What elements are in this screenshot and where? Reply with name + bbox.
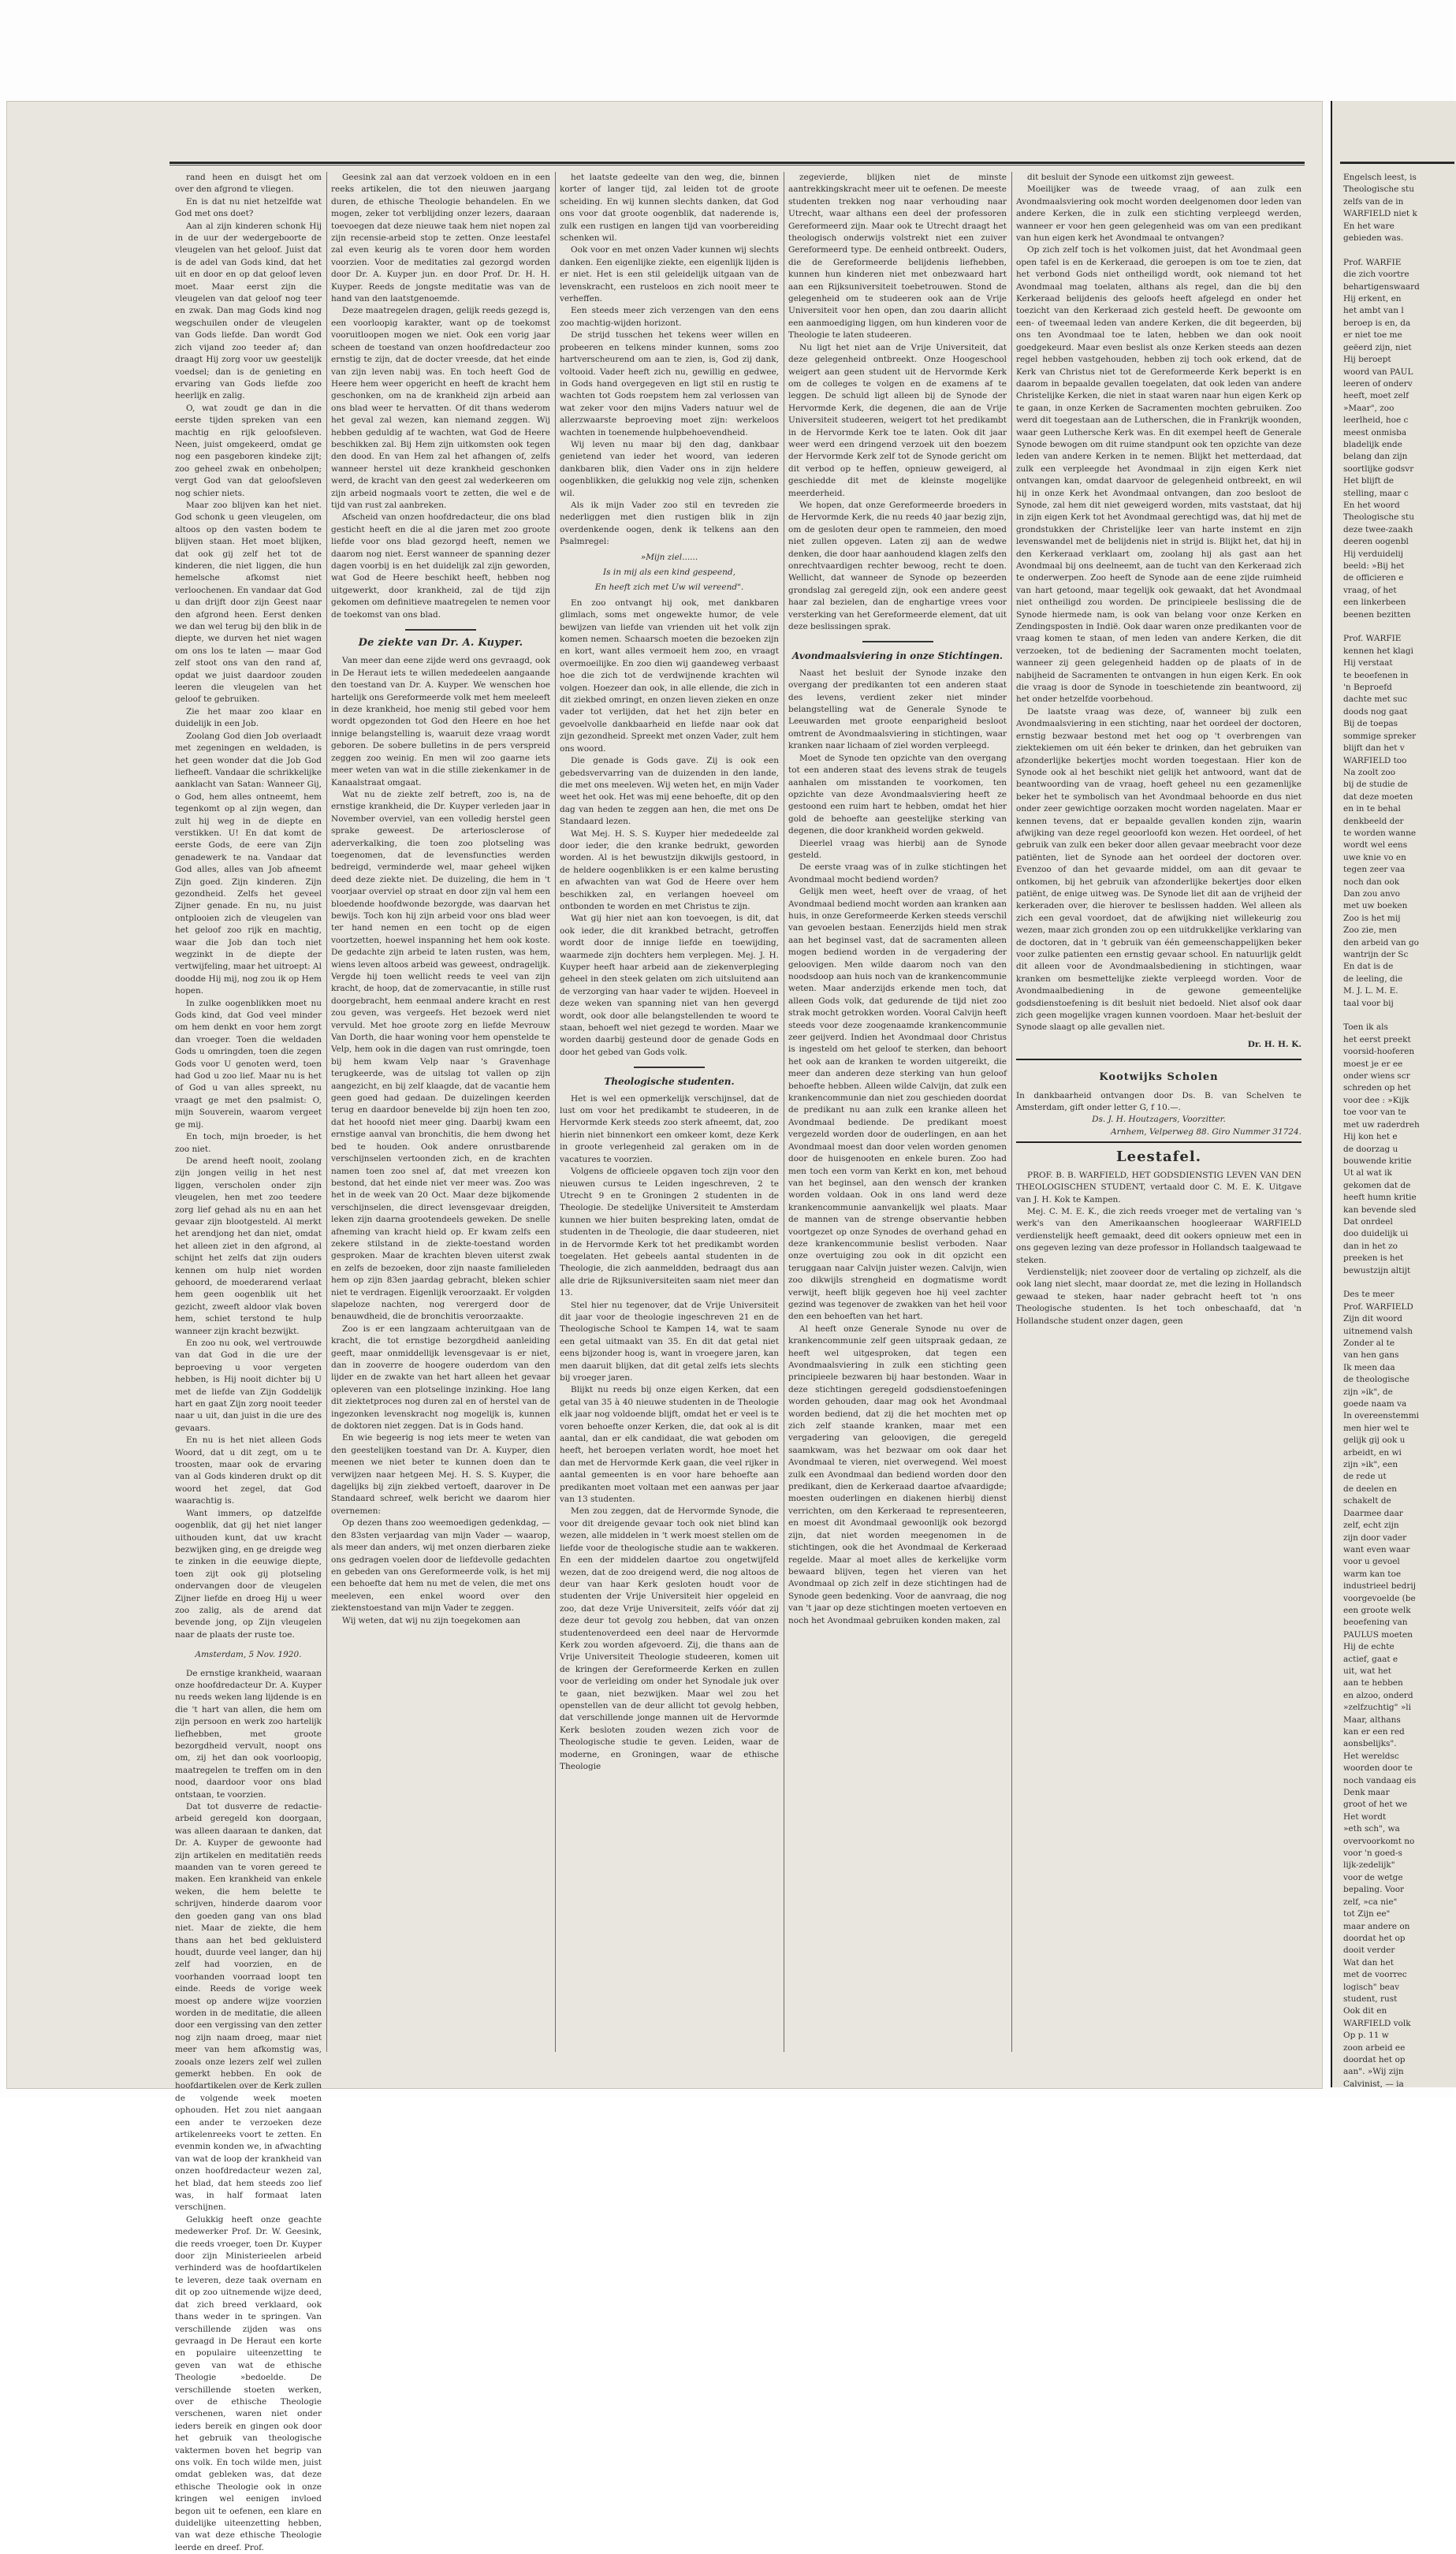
- strip-line: maar andere on: [1343, 1921, 1410, 1931]
- paragraph: Is in mij als een kind gespeend,: [603, 568, 735, 577]
- strip-line: den arbeid van go: [1343, 937, 1420, 948]
- strip-line: stelling, maar c: [1343, 488, 1409, 498]
- strip-line: en in te behal: [1343, 804, 1401, 814]
- strip-line: te worden wanne: [1343, 828, 1417, 838]
- strip-line: taal voor bij: [1343, 998, 1394, 1008]
- strip-line: woord van PAUL: [1343, 367, 1413, 377]
- strip-line: 'n Beproefd: [1343, 683, 1392, 693]
- strip-line: aan". »Wij zijn: [1343, 2067, 1404, 2077]
- paragraph: Het is wel een opmerkelijk verschijnsel, dat de lust om voor het predikambt te studeeren, in de Hervormde Kerk steeds zoo sterk afneemt, dat, zoo hierin niet binnenkort een omkeer komt, deze Kerk in groote verlegenheid zal geraken om in de vacatures te voorzien.: [560, 1093, 779, 1164]
- strip-line: de doorzag u: [1343, 1144, 1398, 1154]
- strip-line: gelijk gij ook u: [1343, 1435, 1406, 1446]
- notice-address: Arnhem, Velperweg 88. Giro Nummer 31724.: [1110, 1126, 1301, 1137]
- strip-line: Zoo zie, men: [1343, 925, 1397, 936]
- strip-line: zijn »ik", de: [1343, 1387, 1393, 1397]
- paragraph: dit besluit der Synode een uitkomst zijn geweest.: [1027, 173, 1234, 182]
- strip-line: voor de wetge: [1343, 1872, 1403, 1882]
- strip-line: kennen het klagi: [1343, 646, 1414, 656]
- paragraph: Volgens de officieele opgaven toch zijn voor den nieuwen cursus te Leiden ingeschreven, 2 te Utrecht 9 en te Groningen 2 studenten in de Theologie. De stedelijke Universiteit te Amsterdam kunnen we hier buiten bespreking laten, omdat de studenten in de Theologie, die daar studeeren, niet in de Hervormde Kerk tot het predikambt worden toegelaten. Het gebeels aantal studenten in de Theologie, die zich aanmeldden, bedraagt dus aan alle drie de Rijksuniversiteiten saam niet meer dan 13.: [560, 1167, 779, 1298]
- paragraph: De laatste vraag was deze, of, wanneer bij zulk een Avondmaalsviering in een stichting, naar het oordeel der doctoren, ernstig bezwaar bestond met het oog op 't overbrengen van ziektekiemen om uit één beker te drinken, dan het gebruiken van afzonderlijke bekertjes mocht worden toegestaan. Hier kon de Synode ook al het beschikt niet gelijk het antwoord, want dat de beantwoording van de vraag, hoeft geheel nu een gezamenlijke beker het te symbolisch van het Avondmaal behoorde en dus niet onder zeer gewichtige oorzaken mocht worden nagelaten. Maar er kennen tevens, dat er bepaalde gevallen konden zijn, waarin afwijking van deze regel geoorloofd kon wezen. Het oordeel, of het gebruik van zulk een beker door allen gevaar meebracht voor deze patiënten, liet de Synode aan het oordeel der doctoren over. Evenzoo of dan het gevaarde middel, om aan dit gevaar te ontkomen, bij het gebruik van afzonderlijke bekertjes door elken patiënt, de enige uitweg was. De Synode liet dit aan de vrijheid der kerkeraden over, die hierover te beslissen hadden. Wel alleen als zich een geval voordoet, dat de afwijking niet willekeurig zou wezen, maar zich gronden zou op een uitdrukkelijke verklaring van de doctoren, dat in 't gebruik van één gemeenschappelijken beker voor zulke patienten een ernstig gevaar school. En natuurlijk geldt dit alleen voor de Avondmaalsbediening in stichtingen, waar kranken om besmettelijke ziekte verpleegd worden. Voor de Avondmaalbediening in de gewone gemeentelijke godsdienstoefening is dit besluit niet bedoeld. Niet alsof ook daar zich geen mogelijke vragen kunnen voordoen. Maar het-besluit der Synode slaagt op alle gevallen niet.: [1016, 706, 1301, 1033]
- strip-line: uitnemend valsh: [1343, 1326, 1413, 1336]
- paragraph: Op zich zelf toch is het volkomen juist, dat het Avondmaal geen open tafel is en de Kerkeraad, die geroepen is om toe te zien, dat het verbond Gods niet ontheiligd wordt, ook niemand tot het Avondmaal mag toelaten, althans als regel, dan die bij den Kerkeraad belijdenis des geloofs heeft afgelegd en onder het toezicht van den Kerkeraad zich gesteld heeft. De gewoonte om een- of tweemaal leden van andere Kerken, die dit begeerden, bij ons ten Avondmaal toe te laten, hebben we dan ook nooit goedgekeurd. Maar even beslist als onze Kerken steeds aan dezen regel hebben vastgehouden, hebben zij toch ook erkend, dat de Kerk van Christus niet tot de Gereformeerde Kerk beperkt is en daarom in bepaalde gevallen toegelaten, dat ook leden van andere Christelijke Kerken, die niet in staat waren naar hun eigen Kerk op te gaan, in onze Kerken de Sacramenten mochten gebruiken. Zoo werd dit toegestaan aan de Lutherschen, die in Frankrijk woonden, waar geen Luthersche Kerk was. En dit exempel heeft de Generale Synode bewogen om dit ruime standpunt ook ten opzichte van deze leden van andere Kerken in te nemen. Blijkt het metterdaad, dat zulk een verpleegde het Avondmaal in zijn eigen Kerk niet ontvangen kan, omdat daarvoor de gelegenheid ontbreekt, en wil hij in onze Kerk het Avondmaal ontvangen, dan zoo besloot de Synode, zal hem dit niet geweigerd worden, mits vaststaat, dat hij in zijn eigen Kerk tot het Avondmaal gerechtigd was, dat hij met de grondstukken der Christelijke leer van harte instemt en zijn levenswandel met de belijdenis niet in strijd is. Blijkt het, dat hij in den Kerkeraad verklaart om, zoolang hij als gast aan het Avondmaal bij ons deelneemt, aan de tucht van den Kerkeraad zich te onderwerpen. Zoo heeft de Synode aan de eene zijde ruimheid van hart getoond, maar tegelijk ook gewaakt, dat het Avondmaal niet ontheiligd zou worden. De principieele beslissing die de Synode hiermede nam, is ook van belang voor onze Kerken en Zendingsposten in Indië. Ook daar waren onze predikanten voor de vraag komen te staan, of men leden van andere Kerken, die dit verzoeken, tot de bediening der Sacramenten mocht toelaten, wanneer zij geen gelegenheid hadden op de plaats of in de nabijheid de Sacramenten te ontvangen in hun eigen Kerk. En ook die vraag is door de Synode in toeschietende zin beantwoord, zij het onder hetzelfde voorbehoud.: [1016, 245, 1301, 705]
- strip-line: de leeling, die: [1343, 974, 1403, 984]
- strip-line: bewustzijn altijt: [1343, 1265, 1411, 1275]
- strip-line: Calvinist, — ia: [1343, 2079, 1404, 2089]
- strip-line: preeken is het: [1343, 1253, 1404, 1264]
- strip-line: moest je er ee: [1343, 1059, 1403, 1069]
- strip-line: [1343, 1277, 1454, 1289]
- strip-line: heeft, moet zelf: [1343, 391, 1409, 401]
- strip-line: industrieel bedrij: [1343, 1581, 1417, 1592]
- strip-line: heeft humn kritie: [1343, 1193, 1417, 1203]
- strip-line: voor u gevoel: [1343, 1557, 1400, 1567]
- strip-line: wordt wel eens: [1343, 840, 1408, 851]
- paragraph: Naast het besluit der Synode inzake den overgang der predikanten tot een anderen staat des levens, verdient zeker niet minder belangstelling wat de Generale Synode te Leeuwarden met groote eenparigheid besloot omtrent de Avondmaalsviering in stichtingen, waar kranken naar lichaam of ziel worden verpleegd.: [788, 668, 1007, 751]
- strip-line: Wat dan het: [1343, 1957, 1394, 1968]
- paragraph: »Mijn ziel......: [640, 552, 698, 562]
- column-4-paragraphs-2: [788, 668, 1007, 1627]
- signature: Dr. H. H. K.: [1247, 1039, 1301, 1049]
- paragraph: We hopen, dat onze Gereformeerde broeders in de Hervormde Kerk, die nu reeds 40 jaar bezig zijn, om de gesloten deur open te rammeien, den moed niet zullen opgeven. Laten zij aan de wedwe denken, die door haar aanhoudend klagen zelfs den onrechtvaardigen rechter bewoog, recht te doen. Wellicht, dat wanneer de Synode op bezeerden grondslag zal geregeld zijn, ook een andere geest haar zal bezielen, dan de enghartige vrees voor versterking van het Gereformeerde element, dat uit deze beslissingen sprak.: [788, 500, 1007, 632]
- strip-line: Theologische stu: [1343, 512, 1415, 523]
- strip-line: de deelen en: [1343, 1484, 1398, 1494]
- strip-line: zijn »ik", een: [1343, 1460, 1398, 1470]
- paragraph: Een steeds meer zich verzengen van den eens zoo machtig-wijden horizont.: [560, 306, 779, 328]
- strip-line: te beoefenen in: [1343, 670, 1409, 680]
- strip-line: de rede ut: [1343, 1472, 1387, 1482]
- strip-line: vraag, of het: [1343, 585, 1397, 595]
- strip-line: doo duidelijk ui: [1343, 1229, 1409, 1239]
- strip-line: men hier wel te: [1343, 1423, 1409, 1433]
- strip-line: Na zoolt zoo: [1343, 767, 1396, 777]
- paragraph: En zoo nu ook, wel vertrouwde van dat God in die ure der beproeving u voor vergeten hebben, is Hij nooit dichter bij U met de liefde van Zijn Goddelijk hart en gaat Zijn zorg nooit teeder naar u uit, dan juist in die ure des gevaars.: [175, 1338, 322, 1433]
- column-2-paragraphs: [331, 172, 550, 621]
- strip-line: leerlheid, hoe c: [1343, 415, 1409, 426]
- strip-line: een linkerbeen: [1343, 598, 1406, 608]
- strip-line: beroep is en, da: [1343, 318, 1411, 328]
- dateline: Amsterdam, 5 Nov. 1920.: [195, 1650, 302, 1660]
- strip-line: [1343, 621, 1454, 633]
- strip-line: »zelfzuchtig" »li: [1343, 1703, 1411, 1713]
- strip-line: Hij verduidelij: [1343, 549, 1404, 559]
- strip-line: het ambt van l: [1343, 306, 1404, 316]
- paragraph: Op dezen thans zoo weemoedigen gedenkdag, — den 83sten verjaardag van mijn Vader — waarop, als meer dan anders, wij met onzen dierbaren zieke ons gedragen voelen door de liefdevolle gedachten en gebeden van ons Gereformeerde volk, is het mij een behoefte dat hem nu met de velen, die met ons meeleven, een enkel woord over den ziektenstoestand van mijn Vader te zeggen.: [331, 1518, 550, 1614]
- strip-line: [1343, 244, 1454, 256]
- strip-line: Zijn dit woord: [1343, 1314, 1403, 1324]
- column-3: [560, 172, 779, 2064]
- paragraph: Geesink zal aan dat verzoek voldoen en in een reeks artikelen, die tot den nieuwen jaargang duren, de ethische Theologie behandelen. En we mogen, zeker tot verblijding onzer lezers, daaraan toevoegen dat deze nieuwe taak hem niet nopen zal zijn recensie-arbeid stop te zetten. Onze leestafel zal even keurig als te voren door hem worden voorzien. Voor de meditaties zal gezorgd worden door Dr. A. Kuyper jun. en door Prof. Dr. H. H. Kuyper. Reeds de jongste meditatie was van de hand van den laatstgenoemde.: [331, 173, 550, 304]
- strip-line: Hij erkent, en: [1343, 294, 1402, 304]
- paragraph: Zoolang God dien Job overlaadt met zegeningen en weldaden, is het geen wonder dat die Job God liefheeft. Vandaar die schrikkelijke aanklacht van Satan: Wanneer Gij, o God, hem alles ontneemt, hem tegenkomt op al zijn wegen, dan zult hij weg in de diepte en verstikken. U! En dat komt de eerste Gods, de eere van Zijn genadewerk te na. Vandaar dat God alles, alles van Job afneemt Zijn goed. Zijn kinderen. Zijn gezondheid. Zelfs het geveel Zijner genade. En nu, nu juist ontplooien zich de vleugelen van het geloof zoo rijk en machtig, waar die Job dan toch niet wegzinkt in de diepte der vertwijfeling, maar het uitroept: Al doodde Hij mij, nog zou ik op Hem hopen.: [175, 731, 322, 996]
- notice-box: [1016, 1059, 1301, 1143]
- paragraph: Gelijk men weet, heeft over de vraag, of het Avondmaal bediend mocht worden aan kranken aan huis, in onze Gereformeerde Kerken steeds verschil van gevoelen bestaan. Eenerzijds hield men strak aan het beginsel vast, dat de sacramenten alleen mogen bediend worden in de vergadering der geloovigen. Men wilde daarom noch van den noodsdoop aan huis noch van de krankencommunie weten. Maar anderzijds erkende men toch, dat alleen Gods volk, dat gedurende de tijd niet zoo strak mocht getrokken worden. Vooral Calvijn heeft steeds voor deze zoogenaamde krankencommunie zeer geijverd. Indien het Avondmaal door Christus is ingesteld om het geloof te sterken, dan behoort het ook aan de kranken te worden uitgereikt, die meer dan anderen deze sterking van hun geloof behoefte hebben. Alleen wilde Calvijn, dat zulk een krankencommunie dan niet zou geschieden doordat de predikant nu aan zulk een kranke alleen het Avondmaal bediende. De predikant moest vergezeld worden door de ouderlingen, en aan het Avondmaal moest dan door velen worden genomen door de huisgenooten en enkele buren. Zoo had men toch een vorm van Kerkt en kon, met behoud van het beginsel, aan den wensch der kranken worden voldaan. Ook in ons land werd deze krankencommunie aanvankelijk wel plaats. Maar de mannen van de strenge observantie hebben voortgezet op onze Synodes de overhand gehad en deze krankencommunie beslist verboden. Naar onze overtuiging zou ook in dit opzicht een teruggaan naar Calvijn juister wezen. Calvijn, wien zoo dikwijls strengheid en dogmatisme wordt verwijt, heeft blijk gegeven hoe hij veel zachter gezind was tegenover de zwakken van het heil voor den een behoeften van het hart.: [788, 887, 1007, 1322]
- strip-line: die zich voortre: [1343, 270, 1409, 280]
- paragraph: Gelukkig heeft onze geachte medewerker Prof. Dr. W. Geesink, die reeds vroeger, toen Dr. Kuyper door zijn Ministerieelen arbeid verhinderd was de hoofdartikelen te leveren, deze taak overnam en dit op zoo uitnemende wijze deed, dat zich breed verklaard, ook thans weder in te springen. Van verschillende zijden was ons gevraagd in De Heraut een korte en populaire uiteenzetting te geven van wat de ethische Theologie »bedoelde. De verschillende stoeten werken, over de ethische Theologie verschenen, waren niet onder ieders bereik en gingen ook door het gebruik van theologische vaktermen boven het begrip van ons volk. En toch wilde men, juist omdat gebleken was, dat deze ethische Theologie ook in onze kringen wel eenigen invloed begon uit te oefenen, een klare en duidelijke uiteenzetting hebben, van wat deze ethische Theologie leerde en dreef. Prof.: [175, 2214, 322, 2552]
- strip-line: voorgevoelde (be: [1343, 1593, 1416, 1603]
- strip-line: Hij de echte: [1343, 1642, 1395, 1652]
- paragraph: En heeft zich met Uw wil vereend".: [594, 583, 744, 593]
- paragraph: Mej. C. M. E. K., die zich reeds vroeger met de vertaling van 's werk's van den Amerikaanschen hoogleeraar WARFIELD verdienstelijk heeft gemaakt, deed dit ookers opnieuw met een in ons gegeven lezing van deze professor in Hollandsch taalgewaad te steken.: [1016, 1206, 1301, 1265]
- strip-line: Dat onrdeel: [1343, 1216, 1393, 1227]
- psalm-verse: [560, 552, 779, 594]
- paragraph: Moeilijker was de tweede vraag, of aan zulk een Avondmaalsviering ook mocht worden deelgenomen door leden van andere Kerken, die in zulk een stichting verpleegd werden, wanneer er voor hen geen gelegenheid was om van een predikant van hun eigen kerk het Avondmaal te ontvangen?: [1016, 184, 1301, 244]
- paragraph: De arend heeft nooit, zoolang zijn jongen veilig in het nest liggen, verscholen onder zijn vleugelen, hen met zoo teedere zorg lief gehad als nu en aan het gevaar zijn blootgesteld. Al merkt het arendjong het dan niet, omdat het alleen ziet in den afgrond, al schijnt het zelfs dat zijn ouders kennen om hulp niet worden gehoord, de moederarend verlaat hem geen oogenblik uit het gezicht, zweeft aldoor vlak boven hem, schiet terstond te hulp wanneer zijn kracht bezwijkt.: [175, 1156, 322, 1336]
- strip-line: dachte met suc: [1343, 694, 1408, 705]
- paragraph: Dieerlel vraag was hierbij aan de Synode gesteld.: [788, 838, 1007, 860]
- strip-line: gekomen dat de: [1343, 1180, 1411, 1190]
- strip-line: [1343, 1010, 1454, 1022]
- strip-line: doordat het op: [1343, 1933, 1406, 1943]
- paragraph: Die genade is Gods gave. Zij is ook een gebedsvervarring van de duizenden in den lande, die met ons meeleven. Wij weten het, en mijn Vader weet het ook. Het was mij eene behoefte, dit op den dag van heden te zeggen aan hen, die met ons De Standaard lezen.: [560, 756, 779, 827]
- column-5-paragraphs-2: [1016, 1170, 1301, 1327]
- strip-line: wantrijn der Sc: [1343, 950, 1409, 959]
- strip-line: bepaling. Voor: [1343, 1885, 1405, 1895]
- strip-line: lijk-zedelijk": [1343, 1860, 1395, 1871]
- strip-line: beoefening van: [1343, 1618, 1408, 1628]
- paragraph: En zoo ontvangt hij ook, met dankbaren glimlach, soms met ongewekte humor, de vele bewijzen van liefde van vrienden uit het volk zijn komen nemen. Schaarsch moeten die bezoeken zijn en kort, want alles vermoeit hem zoo, en vraagt overmoeilijke. En zoo dien wij gaandeweg verbaast hoe die zich tot de verdwijnende krachten wil volgen. Hoezeer dan ook, in alle ellende, die zich in dit ziekbed omringt, en onzen lieven zieken en onze vader tot verlijden, dat het het zijn beter en gevoelvolle dankbaarheid en liefde naar ook dat zijn gezondheid. Spreekt met onzen Vader, zult hem ons woord.: [560, 598, 779, 754]
- strip-line: Het wereldsc: [1343, 1751, 1399, 1761]
- column-4-paragraphs: [788, 172, 1007, 633]
- paragraph: Zie het maar zoo klaar en duidelijk in een Job.: [175, 706, 322, 729]
- strip-line: WARFIELD too: [1343, 755, 1407, 765]
- strip-line: beenen bezitten: [1343, 609, 1411, 620]
- paragraph: Wat Mej. H. S. S. Kuyper hier mededeelde zal door ieder, die den kranke bedrukt, geworden worden. Al is het bewustzijn dikwijls gestoord, in de heldere oogenblikken is er een kalme berusting en afwachten van wat God de Heere over hem beschikken zal, en verlangen hoeveel om ontbonden te worden en met Christus te zijn.: [560, 828, 779, 911]
- paragraph: Aan al zijn kinderen schonk Hij in de uur der wedergeboorte de vleugelen van het geloof. Juist dat is de adel van Gods kind, dat het uit en door en op dat geloof leven moet. Maar eerst zijn die vleugelen van dat geloof nog teer en zwak. Dan mag Gods kind nog wegschuilen onder de vleugelen van Gods liefde. Dan wordt God zich vijand zoo teeder af; dan draagt Hij zorg voor uw geestelijk voedsel; dan is de genieting en ervaring van Gods liefde zoo heerlijk en zalig.: [175, 221, 322, 401]
- strip-line: actief, gaat e: [1343, 1654, 1398, 1664]
- strip-line: logisch" beav: [1343, 1982, 1400, 1992]
- strip-line: aan te hebben: [1343, 1678, 1403, 1688]
- article-heading-kuyper: De ziekte van Dr. A. Kuyper.: [358, 637, 523, 650]
- paragraph: Moet de Synode ten opzichte van den overgang tot een anderen staat des levens strak de teugels aanhalen om misstanden te voorkomen, ten opzichte van deze Avondmaalsviering heeft ze gestoond een ruim hart te hebben, omdat het hier gold de behoefte aan geestelijke sterking van degenen, die door krankheid worden gekweld.: [788, 753, 1007, 836]
- strip-line: »Maar", zoo: [1343, 403, 1395, 413]
- strip-line: Toen ik als: [1343, 1022, 1388, 1033]
- strip-line: bouwende kritie: [1343, 1156, 1412, 1166]
- column-1-paragraphs: [175, 172, 322, 1641]
- paragraph: Blijkt nu reeds bij onze eigen Kerken, dat een getal van 35 à 40 nieuwe studenten in de Theologie elk jaar nog voldoende blijft, omdat het er veel is te voren behoefte onzer Kerken, die, dat ook al is dit aantal, dan er elk candidaat, die wat geboden om heeft, het beroepen verlaten wordt, hoe moet het dan met de Hervormde Kerk gaan, die veel rijker in aantal gemeenten is en voor hare behoefte aan predikanten moet voltaan met een aanwas per jaar van 13 studenten.: [560, 1385, 779, 1505]
- paragraph: het laatste gedeelte van den weg, die, binnen korter of langer tijd, zal leiden tot de groote scheiding. En wij kunnen slechts danken, dat God ons voor dat groote oogenblik, dat naderende is, zulk een rustigen en langen tijd van voorbereiding schenken wil.: [560, 173, 779, 244]
- strip-line: het eerst preekt: [1343, 1034, 1411, 1044]
- strip-line: beeld: »Bij het: [1343, 561, 1405, 571]
- strip-line: kan er een red: [1343, 1727, 1405, 1737]
- notice-text: In dankbaarheid ontvangen door Ds. B. van Schelven te Amsterdam, gift onder letter G, f 10.—.: [1016, 1090, 1301, 1113]
- strip-line: want even waar: [1343, 1544, 1410, 1554]
- strip-line: deze twee-zaakh: [1343, 524, 1413, 534]
- paragraph: O, wat zoudt ge dan in die eerste tijden spreken van een machtig en rijk geloofsleven. Neen, juist omgekeerd, omdat ge nog een pasgeboren kindeke zijt; zoo geheel zwak en onbeholpen; vergt God van dat geloofsleven nog schier niets.: [175, 403, 322, 498]
- notice-heading: Kootwijks Scholen: [1099, 1071, 1219, 1084]
- column-1: [175, 172, 322, 2552]
- column-5-paragraphs: [1016, 172, 1301, 1034]
- strip-line: gebieden was.: [1343, 233, 1404, 244]
- paragraph: Dat tot dusverre de redactie-arbeid geregeld kon doorgaan, was alleen daaraan te danken, dat Dr. A. Kuyper de gewoonte had zijn artikelen en meditatiën reeds maanden van te voren gereed te maken. Een krankheid van enkele weken, die hem belette te schrijven, hinderde daarom voor den goeden gang van ons blad niet. Maar de ziekte, die hem thans aan het bed gekluisterd houdt, duurde veel langer, dan hij zelf had voorzien, en de voorhanden voorraad loopt ten einde. Reeds de vorige week moest op andere wijze voorzien worden in de meditatie, die alleen door een vergissing van den zetter nog zijn naam droeg, maar niet meer van hem afkomstig was, zooals onze lezers zelf wel zullen gemerkt hebben. En ook de hoofdartikelen over de Kerk zullen de volgende week moeten ophouden. Het zou niet aangaan een ander te verzoeken deze artikelenreeks voort te zetten. En evenmin konden we, in afwachting van wat de loop der krankheid van onzen hoofdredacteur wezen zal, het blad, dat hem steeds zoo lief was, in half formaat laten verschijnen.: [175, 1802, 322, 2213]
- strip-line: Het wordt: [1343, 1811, 1387, 1822]
- strip-line: zijn door vader: [1343, 1532, 1407, 1543]
- strip-line: Hij kon het e: [1343, 1132, 1398, 1142]
- strip-line: doordat het op: [1343, 2054, 1406, 2064]
- strip-line: onder wiens scr: [1343, 1071, 1410, 1082]
- paragraph: Als ik mijn Vader zoo stil en tevreden zie nederliggen met dien rustigen blik in zijn overdenkende oogen, denk ik telkens aan den Psalmregel:: [560, 500, 779, 547]
- column-divider: [555, 172, 556, 2052]
- paragraph: Verdienstelijk; niet zooveer door de vertaling op zichzelf, als die ook lang niet slecht, maar doordat ze, met die lezing in Hollandsch gewaad te steken, haar nader gebracht heeft tot 'n ons Theologische studenten. Is het toch onbeschaafd, dat 'n Hollandsche student onzer dagen, geen: [1016, 1267, 1301, 1326]
- strip-line: En het woord: [1343, 500, 1400, 510]
- strip-line: Denk maar: [1343, 1788, 1390, 1798]
- strip-line: meest onmisba: [1343, 427, 1407, 437]
- strip-line: aonsbelijks".: [1343, 1739, 1397, 1749]
- strip-line: doods nog gaat: [1343, 706, 1408, 717]
- strip-line: zelf, »ca nie": [1343, 1897, 1398, 1907]
- strip-line: tot Zijn ee": [1343, 1909, 1391, 1919]
- strip-line: bladelijk ende: [1343, 439, 1402, 449]
- column-divider: [326, 172, 327, 2052]
- paragraph: zegevierde, blijken niet de minste aantrekkingskracht meer uit te oefenen. De meeste studenten trekken nog naar verhouding naar Utrecht, waar althans een deel der professoren Gereformeerd zijn. Maar ook te Utrecht draagt het theologisch onderwijs volstrekt niet een zuiver Gereformeerd type. De eenheid ontbreekt. Ouders, die de Gereformeerde belijdenis liefhebben, kunnen hun kinderen niet met onbezwaard hart aan een Rijksuniversiteit toebetrouwen. Stond de gelegenheid om te studeeren ook aan de Vrije Universiteit voor hen open, dan zou daarin allicht een aanmoediging liggen, om hun kinderen voor de Theologie te laten studeeren.: [788, 173, 1007, 341]
- strip-line: deeren oogenbl: [1343, 537, 1409, 547]
- paragraph: rand heen en duisgt het om over den afgrond te vliegen.: [175, 173, 322, 195]
- strip-line: dan in het zo: [1343, 1241, 1398, 1251]
- strip-line: Ik meen daa: [1343, 1362, 1395, 1372]
- strip-line: de theologische: [1343, 1375, 1409, 1385]
- strip-line: Maar, althans: [1343, 1714, 1401, 1725]
- column-3-paragraphs-2: [560, 598, 779, 1059]
- strip-line: van hen gans: [1343, 1350, 1399, 1361]
- section-separator: [405, 629, 476, 631]
- paragraph: In zulke oogenblikken moet nu Gods kind, dat God veel minder om hem denkt en voor hem zorgt dan vroeger. Toen die weldaden Gods u omringden, toen die zegen Gods voor U genoten werd, toen had God u zoo lief. Maar nu is het of God u van alles spreekt, nu vraagt ge met den psalmist: O, mijn Souverein, waarom vergeet ge mij.: [175, 998, 322, 1130]
- strip-line: kan bevende sled: [1343, 1204, 1417, 1215]
- paragraph: Al heeft onze Generale Synode nu over de krankencommunie zelf geen uitspraak gedaan, ze heeft wel uitgesproken, dat tegen een Avondmaalsviering in zulk een stichting geen principieele bezwaren bij haar bestonden. Waar in deze stichtingen geregeld godsdienstoefeningen worden gehouden, daar mag ook het Avondmaal worden bediend, dat zij die het mochten met op zich zelf staande kranken, maar met een vergadering van geloovigen, die geregeld saamkwam, was het bezwaar om ook daar het Avondmaal te vieren, niet overwegend. Wel moest zulk een Avondmaal dan bediend worden door den predikant, dien de Kerkeraad daartoe afvaardigde; moesten ouderlingen en diakenen hierbij dienst verrichten, om den Kerkeraad te representeeren, en moest dit Avondmaal gewoonlijk ook bezorgd zijn, dat niet worden meegenomen in de stichtingen, ook die het Avondmaal de Kerkeraad regelde. Maar al moet alles de kerkelijke vorm bewaard blijven, tegen het vieren van het Avondmaal op zich zelf in deze stichtingen had de Synode geen bedenking. Voor de aanvraag, die nog van 't jaar op deze stichtingen moeten vertoeven en noch het Avondmaal gebruiken konden maken, zal: [788, 1324, 1007, 1625]
- strip-line: schreden op het: [1343, 1083, 1411, 1093]
- paragraph: Nu ligt het niet aan de Vrije Universiteit, dat deze gelegenheid ontbreekt. Onze Hoogeschool weigert aan geen student uit de Hervormde Kerk om de colleges te volgen en de examens af te leggen. De schuld ligt alleen bij de Synode der Hervormde Kerk, die degenen, die aan de Vrije Universiteit studeeren, weigert tot het predikambt in de Hervormde Kerk toe te laten. Ook dit jaar weer werd een dringend verzoek uit den boezem der Hervormde Kerk zelf tot de Synode gericht om dit verbod op te heffen, opnieuw geweigerd, al geschiedde dit met de kleinste mogelijke meerderheid.: [788, 342, 1007, 498]
- strip-line: blijft dan het v: [1343, 743, 1405, 754]
- strip-line: denkbeeld der: [1343, 816, 1404, 826]
- strip-line: Prof. WARFIELD: [1343, 1301, 1413, 1312]
- strip-line: zelf, echt zijn: [1343, 1521, 1399, 1531]
- strip-line: woorden door te: [1343, 1763, 1413, 1774]
- strip-line: soortlijke godsvr: [1343, 464, 1414, 474]
- column-3-paragraphs: [560, 172, 779, 549]
- strip-line: sommige spreker: [1343, 731, 1417, 741]
- paragraph: Want immers, op datzelfde oogenblik, dat gij het niet langer uithouden kunt, dat uw kracht bezwijken ging, en ge dreigde weg te zinken in die eeuwige diepte, toen zijt ook gij plotseling ondervangen door de vleugelen Zijner liefde en droeg Hij u weer zoo zalig, als de arend dat bevende jong, op Zijn vleugelen naar de plaats der ruste toe.: [175, 1508, 322, 1640]
- header-rule: [169, 162, 1305, 164]
- paragraph: Maar zoo blijven kan het niet. God schonk u geen vleugelen, om altoos op den vasten bodem te blijven staan. Het moet blijken, dat ook gij zelf het tot de kinderen, die niet liggen, die hun hemelsche afkomst niet verloochenen. En vandaar dat God u dan drijft door zijn Geest naar den afgrond heen. Eerst denken we dan wel terug bij den blik in de diepte, we durven het niet wagen om ons los te laten — maar God zelf stoot ons van den rand af, opdat we juist daardoor zouden leeren die vleugelen van het geloof te gebruiken.: [175, 500, 322, 705]
- strip-line: zelfs van de in: [1343, 196, 1404, 207]
- strip-line: en alzoo, onderd: [1343, 1690, 1413, 1700]
- strip-line: Theologische stu: [1343, 184, 1415, 195]
- strip-line: »eth sch", wa: [1343, 1824, 1400, 1834]
- strip-line: Het blijft de: [1343, 476, 1394, 486]
- article-heading-avondmaal: Avondmaalsviering in onze Stichtingen.: [791, 650, 1004, 662]
- column-2-paragraphs-2: [331, 655, 550, 1627]
- strip-line: dat deze moeten: [1343, 791, 1413, 802]
- paragraph: En nu is het niet alleen Gods Woord, dat u dit zegt, om u te troosten, maar ook de ervaring van al Gods kinderen drukt op dit woord het zegel, dat God waarachtig is.: [175, 1435, 322, 1506]
- strip-line: Dan zou anvo: [1343, 888, 1401, 899]
- strip-line: zoon arbeid ee: [1343, 2042, 1406, 2053]
- strip-line: En dat is de: [1343, 962, 1394, 972]
- strip-line: Hij verstaat: [1343, 658, 1393, 668]
- strip-line: een groote welk: [1343, 1605, 1411, 1615]
- strip-line: noch vandaag eis: [1343, 1775, 1417, 1785]
- section-separator: [634, 1067, 705, 1068]
- strip-line: Op p. 11 w: [1343, 2031, 1389, 2041]
- header-rule-thin: [169, 165, 1305, 166]
- strip-line: voor dee : »Kijk: [1343, 1095, 1409, 1105]
- paragraph: Afscheid van onzen hoofdredacteur, die ons blad gesticht heeft en die al die jaren met zoo groote liefde voor ons blad gezorgd heeft, nemen we daarom nog niet. Eerst wanneer de spanning dezer dagen voorbij is en het duidelijk zal zijn geworden, wat God de Heere beschikt heeft, hebben nog uitgewerkt, door krankheid, zal de tijd zijn gekomen om definitieve maatregelen te nemen voor de toekomst van ons blad.: [331, 512, 550, 620]
- column-2: [331, 172, 550, 2064]
- strip-line: Prof. WARFIE: [1343, 634, 1402, 644]
- strip-line: voor 'n goed-s: [1343, 1848, 1402, 1859]
- strip-line: bij de studie de: [1343, 780, 1408, 790]
- strip-line: PAULUS moeten: [1343, 1629, 1413, 1640]
- strip-line: Daarmee daar: [1343, 1508, 1403, 1518]
- paragraph: Ook voor en met onzen Vader kunnen wij slechts danken. Een eigenlijke ziekte, een eigenlijk lijden is er niet. Het is een stil geleidelijk uitgaan van de levenskracht, een rusteloos en zich nooit meer te verheffen.: [560, 245, 779, 304]
- strip-line: leeren of onderv: [1343, 378, 1413, 389]
- strip-line: Zonder al te: [1343, 1338, 1395, 1348]
- column-5: [1016, 172, 1301, 2064]
- paragraph: Stel hier nu tegenover, dat de Vrije Universiteit dit jaar voor de theologie ingeschreven 21 en de Theologische School te Kampen 14, wat te saam een getal uitmaakt van 35. En dit dat getal niet eens bijzonder hoog is, want in vroegere jaren, kan men daaruit blijken, dat dit getal zelfs iets slechts bij vroeger jaren.: [560, 1300, 779, 1383]
- paragraph: Wij leven nu maar bij den dag, dankbaar genietend van ieder het woord, van iederen dankbaren blik, dien Vader ons in zijn heldere oogenblikken, die gelukkig nog vele zijn, schenken wil.: [560, 439, 779, 498]
- section-heading-leestafel: Leestafel.: [1116, 1149, 1201, 1166]
- strip-header-rule: [1340, 162, 1454, 164]
- strip-line: WARFIELD volk: [1343, 2018, 1411, 2028]
- strip-line: Zoo is het mij: [1343, 913, 1401, 923]
- paragraph: Wat gij hier niet aan kon toevoegen, is dit, dat ook ieder, die dit krankbed betracht, getroffen wordt door de innige liefde en toewijding, waarmede zijn dochters hem verplegen. Mej. J. H. Kuyper heeft haar arbeid aan de ziekenverpleging geheel in den steek gelaten om zich uitsluitend aan de verzorging van haar vader te wijden. Hoeveel in deze weken van spanning niet van hen gevergd wordt, ook door alle belangstellenden te woord te staan, behoeft wel niet gezegd te worden. Maar we worden daarbij gesteund door de genade Gods en door het gebed van Gods volk.: [560, 914, 779, 1057]
- strip-line: Bij de toepas: [1343, 719, 1398, 729]
- column-1-paragraphs-2: [175, 1668, 322, 2554]
- strip-line: Hij beroept: [1343, 355, 1391, 365]
- paragraph: Zoo is er een langzaam achteruitgaan van de kracht, die tot ernstige bezorgdheid aanleiding geeft, maar onmiddellijk levensgevaar is er niet, dan in zooverre de hoogere ouderdom van den lijder en de zwakte van het hart alleen het gevaar opleveren van een plotselinge inzinking. Hoe lang dit ziektetproces nog duren zal en of herstel van de ingezonken levenskracht nog mogelijk is, kunnen de doktoren niet zeggen. Dat is in Gods hand.: [331, 1324, 550, 1432]
- strip-line: Engelsch leest, is: [1343, 173, 1417, 182]
- strip-line: Prof. WARFIE: [1343, 257, 1402, 267]
- strip-line: met de voorrec: [1343, 1970, 1407, 1980]
- article-heading-students: Theologische studenten.: [604, 1076, 735, 1088]
- paragraph: De ernstige krankheid, waaraan onze hoofdredacteur Dr. A. Kuyper nu reeds weken lang lijdende is en die 't hart van allen, die hem om zijn persoon en werk zoo hartelijk liefhebben, met groote bezorgdheid vervult, noopt ons om, zij het dan ook voorloopig, maatregelen te treffen om in den nood, daardoor voor ons blad ontstaan, te voorzien.: [175, 1668, 322, 1800]
- notice-signer: Ds. J. H. Houtzagers, Voorzitter.: [1092, 1115, 1226, 1125]
- paragraph: En wie begeerig is nog iets meer te weten van den geestelijken toestand van Dr. A. Kuyper, dien meenen we niet beter te kunnen doen dan te verwijzen naar hetgeen Mej. H. S. S. Kuyper, die dagelijks bij zijn ziekbed vertoeft, daarover in De Standaard schreef, welk bericht we daarom hier overnemen:: [331, 1433, 550, 1516]
- paragraph: Deze maatregelen dragen, gelijk reeds gezegd is, een voorloopig karakter, want op de toekomst vooruitloopen mogen we niet. Ook een vorig jaar scheen de toestand van onzen hoofdredacteur zoo ernstig te zijn, dat de docter vreesde, dat het einde van zijn leven nabij was. En toch heeft God de Heere hem weer opgericht en heeft de kracht hem geschonken, om na de krankheid zijn arbeid aan ons blad weer te hervatten. Of dit thans wederom het geval zal wezen, kan niemand zeggen. Wij hebben geduldig af te wachten, wat God de Heere beschikken zal. Bij Hem zijn uitkomsten ook tegen den dood. En van Hem zal het afhangen of, zelfs wanneer herstel uit deze krankheid geschonken werd, de kracht van den geest zal wederkeeren om zijn arbeid nogmaals voort te zetten, die wel e de tijd van rust zal aanbreken.: [331, 306, 550, 510]
- strip-line: M. J. L. M. E.: [1343, 986, 1398, 996]
- strip-line: student, rust: [1343, 1994, 1398, 2004]
- strip-line: noch dan ook: [1343, 877, 1400, 887]
- strip-line: En het ware: [1343, 221, 1395, 231]
- strip-line: groot of het we: [1343, 1800, 1408, 1810]
- paragraph: Men zou zeggen, dat de Hervormde Synode, die voor dit dreigende gevaar toch ook niet blind kan wezen, alle middelen in 't werk moest stellen om de liefde voor de theologische studie aan te wakkeren. En een der middelen daartoe zou ongetwijfeld wezen, dat de zoo dreigend werd, die nog altoos de deur van haar Kerk gesloten houdt voor de studenten der Vrije Universiteit hier opgeleid en zoo, dat deze Vrije Universiteit, zelfs vóór dat zij deze deur tot gevolg zou hebben, dat van onzen studentenoverdeed een deel naar de Hervormde Kerk zou worden afgevoerd. Zij, die thans aan de Vrije Universiteit Theologie studeeren, komen uit de kringen der Gereformeerde Kerken en zullen voor de verleiding om onder het Synodale juk over te gaan, niet bezwijken. Maar wel zou het openstellen van de deur allicht tot gevolg hebben, dat verschillende jonge mannen uit de Hervormde Kerk besloten zouden wezen zich voor de Theologische studie te geven. Leiden, waar de moderne, en Groningen, waar de ethische Theologie: [560, 1506, 779, 1771]
- strip-line: goede naam va: [1343, 1399, 1407, 1409]
- strip-line: toe voor van te: [1343, 1108, 1406, 1118]
- strip-line: In overeenstemmi: [1343, 1411, 1420, 1421]
- paragraph: En toch, mijn broeder, is het zoo niet.: [175, 1132, 322, 1154]
- strip-line: uit, wat het: [1343, 1666, 1392, 1676]
- strip-line: er niet toe me: [1343, 330, 1402, 341]
- strip-line: geëerd zijn, niet: [1343, 342, 1412, 352]
- strip-line: voorsid-hooferen: [1343, 1047, 1415, 1057]
- paragraph: Van meer dan eene zijde werd ons gevraagd, ook in De Heraut iets te willen mededeelen aangaande den toestand van Dr. A. Kuyper. We wenschen hoe hartelijk ons Gereformeerde volk met hem meeleeft in deze krankheid, hoe menig stil gebed voor hem wordt opgezonden tot God den Heere en hoe het innige belangstelling is, waaruit deze vraag wordt geboren. De sobere bulletins in de pers verspreid zeggen zoo weinig. En men wil zoo gaarne iets meer weten van wat in die stille ziekenkamer in de Kanaalstraat omgaat.: [331, 656, 550, 787]
- strip-line: overvoorkomt no: [1343, 1836, 1415, 1846]
- strip-line: de officieren e: [1343, 573, 1404, 583]
- strip-line: warm kan toe: [1343, 1569, 1402, 1579]
- strip-line: Ook dit en: [1343, 2006, 1387, 2016]
- paragraph: Wat nu de ziekte zelf betreft, zoo is, na de ernstige krankheid, die Dr. Kuyper verleden jaar in November overviel, van een volledig herstel geen sprake geweest. De arteriosclerose of aderverkalking, die toen zoo plotseling was toegenomen, dat de levensfuncties werden bedreigd, verminderde wel, maar geheel wijken deed deze ziekte niet. De duizeling, die hem in 't voorjaar overviel op straat en door zijn val hem een bloedende hoofdwonde bezorgde, was daarvan het bewijs. Toch kon hij zijn arbeid voor ons blad weer ter hand nemen en een tocht op de eigen voortzetten, hoewel inspanning het hem ook koste. De gedachte zijn arbeid te laten rusten, was hem, wiens leven altoos arbeid was geweest, ondragelijk. Vergde hij toen wellicht reeds te veel van zijn kracht, de hoop, dat de zomervacantie, in stille rust doorgebracht, hem eenmaal andere kracht en rest zou geven, was vergeefs. Het bezoek werd niet vervuld. Met hoe groote zorg en liefde Mevrouw Van Dorth, die haar woning voor hem openstelde te Velp, hem ook in die dagen van rust omringde, toen bij hem kwam Velp naar 's Gravenhage terugkeerde, was de uitslag tot vallen op zijn aangezicht, en bij zelf klaagde, dat de vacantie hem geen goed had gedaan. De duizelingen keerden terug en daardoor benevelde bij zijn hoen ten zoo, dat het hooofd niet meer ging. Daarbij kwam een ernstige aanval van bronchitis, die hem dwong het bed te houden. Ook andere onrustbarende verschijnselen vertoonden zich, en de krachten namen toen zoo snel af, dat met vreezen kon bestond, dat het einde niet ver meer was. Zoo was het in de week van 20 Oct. Maar deze bijkomende verschijnselen, die direct levensgevaar dreigden, leken zijn daarna grootendeels geweken. De snelle afneming van kracht hield op. Er kwam zelfs een zekere stilstand in de ziekte-toestand worden gesproken. Maar de krachten bleven uiterst zwak en zelfs de bezoeken, door zijn naaste familieleden hem op zijn 83en jaardag gebracht, bleken schier niet te verdragen. Eigenlijk veroorzaakt. Er volgden slapeloze nachten, nog verergerd door de benauwdheid, die de bronchitis veroorzaakte.: [331, 789, 550, 1322]
- section-separator: [862, 641, 933, 642]
- column-divider: [1011, 172, 1012, 2052]
- paragraph: PROF. B. B. WARFIELD, HET GODSDIENSTIG LEVEN VAN DEN THEOLOGISCHEN STUDENT, vertaald door C. M. E. K. Uitgave van J. H. Kok te Kampen.: [1016, 1170, 1301, 1204]
- strip-line: met uw boeken: [1343, 901, 1408, 911]
- strip-line: uwe knie vo en: [1343, 852, 1406, 862]
- column-4: [788, 172, 1007, 2064]
- adjacent-page-text: [1343, 172, 1454, 2089]
- column-3-paragraphs-3: [560, 1093, 779, 1774]
- paragraph: De strijd tusschen het tekens weer willen en probeeren en telkens minder kunnen, soms zoo hartverscheurend om aan te zien, is, God zij dank, voltooid. Vader heeft zich nu, gewillig en gedwee, in Gods hand overgegeven en ligt stil en rustig te wachten tot Gods roepstem hem zal verlossen van wat zeker voor den mijns Vaders natuur wel de allerzwaarste beproeving moet zijn: werkeloos wachten in toenemende hulpbehoevendheid.: [560, 330, 779, 437]
- strip-line: Des te meer: [1343, 1290, 1395, 1300]
- strip-line: Ut al wat ik: [1343, 1168, 1392, 1178]
- strip-line: WARFIELD niet k: [1343, 209, 1417, 219]
- strip-line: belang dan zijn: [1343, 452, 1408, 462]
- strip-line: behartigenswaard: [1343, 281, 1420, 292]
- paragraph: De eerste vraag was of in zulke stichtingen het Avondmaal mocht bediend worden?: [788, 862, 1007, 884]
- strip-line: schakelt de: [1343, 1496, 1391, 1506]
- strip-line: dooit verder: [1343, 1945, 1395, 1956]
- paragraph: En is dat nu niet hetzelfde wat God met ons doet?: [175, 196, 322, 219]
- strip-line: arbeidt, en wi: [1343, 1447, 1402, 1458]
- strip-line: met uw raderdreh: [1343, 1119, 1420, 1130]
- strip-line: tegen zeer vaa: [1343, 865, 1406, 875]
- paragraph: Wij weten, dat wij nu zijn toegekomen aan: [342, 1615, 521, 1625]
